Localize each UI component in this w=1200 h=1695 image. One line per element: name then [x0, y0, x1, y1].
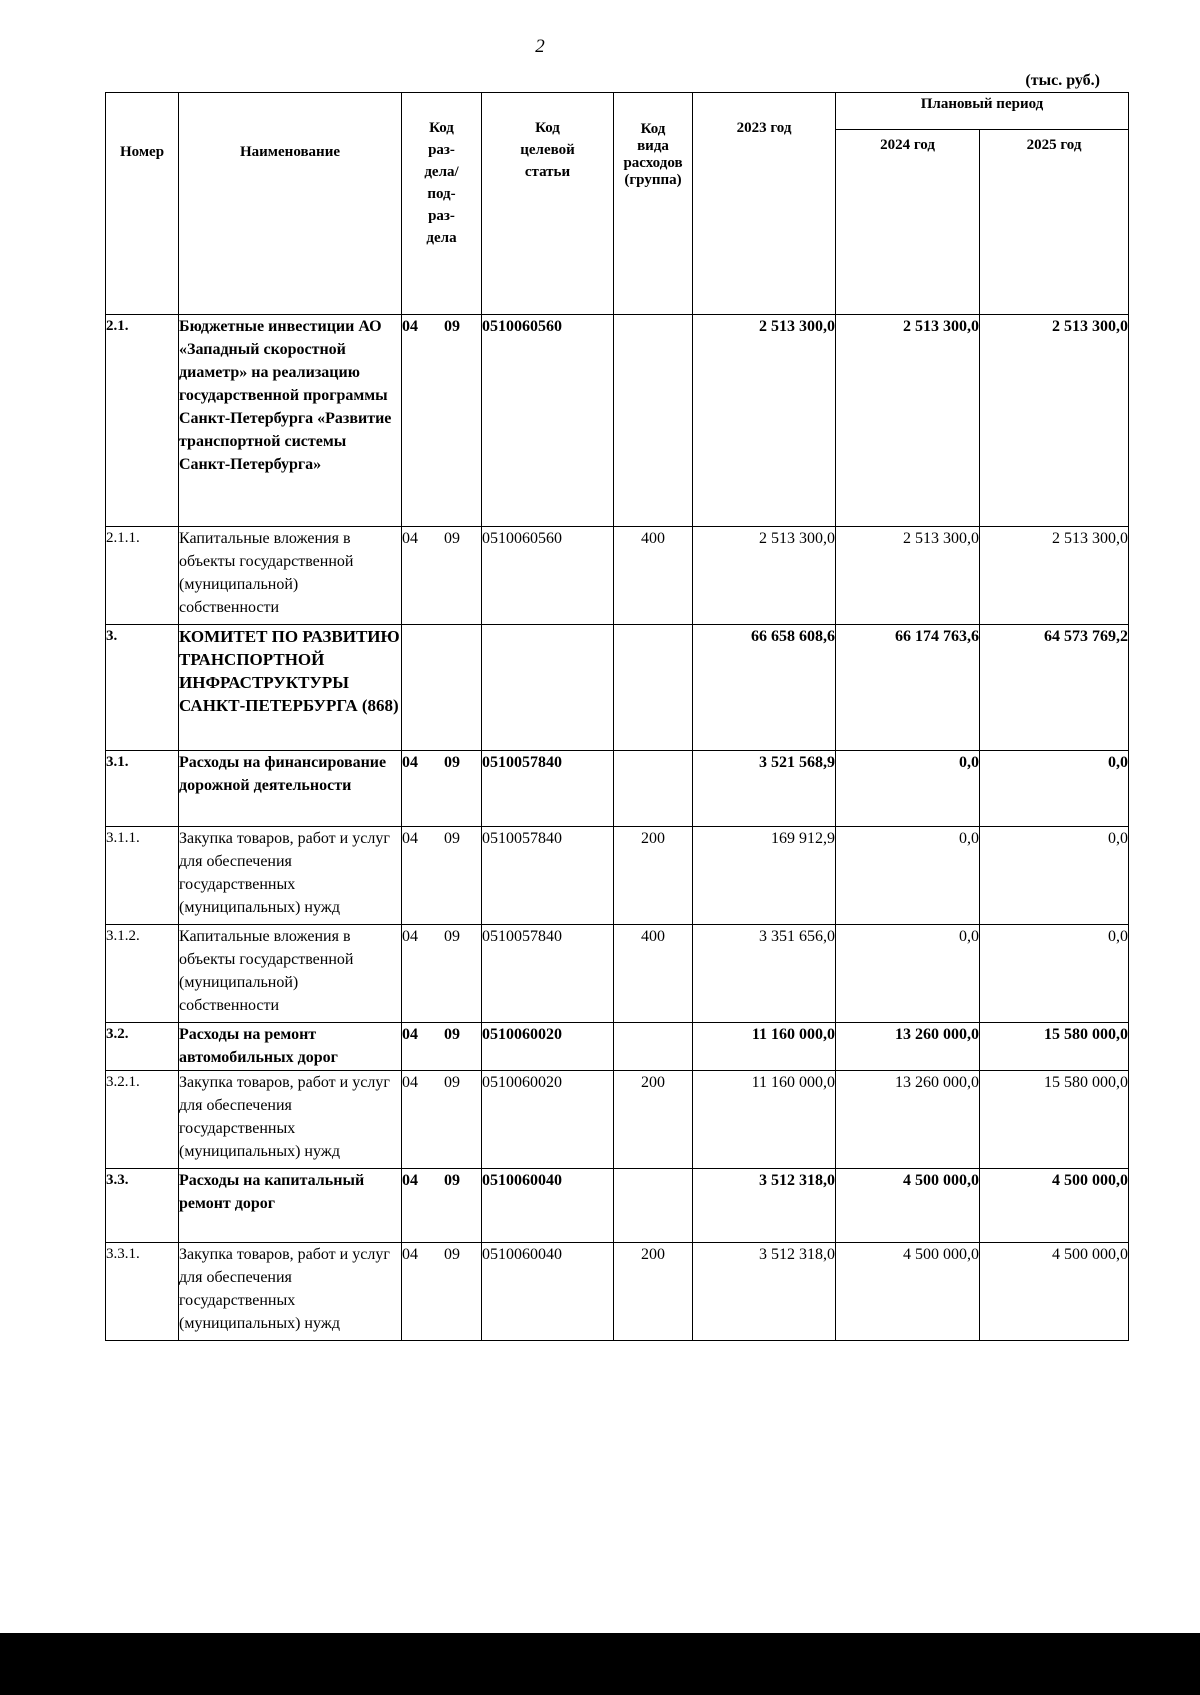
header-number: Номер — [106, 93, 179, 315]
row-amount-2024: 0,0 — [836, 751, 980, 827]
row-section-code — [402, 1169, 482, 1243]
row-subsection: 09 — [444, 830, 460, 847]
table-header — [106, 93, 1129, 315]
row-amount-2025: 2 513 300,0 — [980, 315, 1129, 527]
row-number: 3.2. — [106, 1023, 179, 1071]
row-expense-type: 200 — [614, 1071, 693, 1169]
row-subsection: 09 — [444, 318, 460, 335]
row-amount-2024: 2 513 300,0 — [836, 315, 980, 527]
row-expense-type: 400 — [614, 527, 693, 625]
row-section-code — [402, 925, 482, 1023]
row-amount-2025: 2 513 300,0 — [980, 527, 1129, 625]
row-number: 3. — [106, 625, 179, 751]
row-section: 04 — [402, 754, 418, 771]
row-expense-type — [614, 1169, 693, 1243]
row-name: Капитальные вложения в объекты государственной (муниципальной) собственности — [179, 527, 402, 625]
row-number: 2.1. — [106, 315, 179, 527]
row-amount-2024: 4 500 000,0 — [836, 1243, 980, 1341]
table-row — [106, 527, 1129, 625]
row-subsection: 09 — [444, 1074, 460, 1091]
row-amount-2023: 3 512 318,0 — [693, 1243, 836, 1341]
table-row — [106, 315, 1129, 527]
row-section-code — [402, 751, 482, 827]
row-amount-2023: 11 160 000,0 — [693, 1023, 836, 1071]
header-year-2025: 2025 год — [980, 130, 1129, 315]
row-amount-2024: 4 500 000,0 — [836, 1169, 980, 1243]
row-name: Закупка товаров, работ и услуг для обеспечения государственных (муниципальных) нужд — [179, 1071, 402, 1169]
row-name: Капитальные вложения в объекты государственной (муниципальной) собственности — [179, 925, 402, 1023]
row-name: Расходы на капитальный ремонт дорог — [179, 1169, 402, 1243]
table-row — [106, 1169, 1129, 1243]
row-amount-2025: 4 500 000,0 — [980, 1169, 1129, 1243]
row-subsection: 09 — [444, 1246, 460, 1263]
row-name: Бюджетные инвестиции АО «Западный скоростной диаметр» на реализацию государственной программы Санкт-Петербурга «Развитие транспортной системы Санкт-Петербурга» — [179, 315, 402, 527]
row-target-code: 0510060040 — [482, 1243, 614, 1341]
header-year-2023: 2023 год — [693, 93, 836, 315]
row-number: 3.1. — [106, 751, 179, 827]
row-amount-2025: 15 580 000,0 — [980, 1023, 1129, 1071]
header-expense-type: Код вида расходов (группа) — [614, 93, 693, 315]
table-row — [106, 751, 1129, 827]
row-number: 3.3. — [106, 1169, 179, 1243]
row-section-code — [402, 527, 482, 625]
row-amount-2024: 13 260 000,0 — [836, 1071, 980, 1169]
row-amount-2023: 3 521 568,9 — [693, 751, 836, 827]
row-amount-2024: 2 513 300,0 — [836, 527, 980, 625]
row-target-code: 0510057840 — [482, 827, 614, 925]
row-section: 04 — [402, 1026, 418, 1043]
row-name: Расходы на ремонт автомобильных дорог — [179, 1023, 402, 1071]
row-number: 3.3.1. — [106, 1243, 179, 1341]
header-planning-period: Плановый период — [836, 93, 1129, 130]
row-section-code — [402, 1023, 482, 1071]
row-name: Расходы на финансирование дорожной деятельности — [179, 751, 402, 827]
table-row — [106, 625, 1129, 751]
page-number: 2 — [535, 36, 545, 57]
row-target-code: 0510060020 — [482, 1023, 614, 1071]
row-amount-2023: 66 658 608,6 — [693, 625, 836, 751]
row-name: Закупка товаров, работ и услуг для обеспечения государственных (муниципальных) нужд — [179, 827, 402, 925]
row-amount-2023: 3 351 656,0 — [693, 925, 836, 1023]
row-section-code — [402, 1071, 482, 1169]
table-row — [106, 1071, 1129, 1169]
row-target-code: 0510057840 — [482, 751, 614, 827]
row-subsection: 09 — [444, 754, 460, 771]
row-subsection: 09 — [444, 1026, 460, 1043]
row-target-code: 0510060040 — [482, 1169, 614, 1243]
row-name: КОМИТЕТ ПО РАЗВИТИЮ ТРАНСПОРТНОЙ ИНФРАСТРУКТУРЫ САНКТ-ПЕТЕРБУРГА (868) — [179, 625, 402, 751]
row-section-code — [402, 625, 482, 751]
row-section: 04 — [402, 928, 418, 945]
header-name: Наименование — [179, 93, 402, 315]
row-amount-2024: 0,0 — [836, 925, 980, 1023]
table-row — [106, 925, 1129, 1023]
table-body — [106, 315, 1129, 1341]
row-section: 04 — [402, 318, 418, 335]
row-section: 04 — [402, 830, 418, 847]
row-section-code — [402, 827, 482, 925]
row-amount-2025: 0,0 — [980, 827, 1129, 925]
header-target-code: Код целевой статьи — [482, 93, 614, 315]
row-number: 2.1.1. — [106, 527, 179, 625]
row-amount-2025: 0,0 — [980, 751, 1129, 827]
table-row — [106, 1243, 1129, 1341]
row-amount-2024: 0,0 — [836, 827, 980, 925]
row-section-code — [402, 315, 482, 527]
row-number: 3.2.1. — [106, 1071, 179, 1169]
row-number: 3.1.2. — [106, 925, 179, 1023]
row-amount-2024: 13 260 000,0 — [836, 1023, 980, 1071]
table-row — [106, 1023, 1129, 1071]
row-expense-type: 200 — [614, 827, 693, 925]
row-subsection: 09 — [444, 928, 460, 945]
row-subsection: 09 — [444, 530, 460, 547]
row-target-code: 0510060020 — [482, 1071, 614, 1169]
row-section: 04 — [402, 1074, 418, 1091]
row-expense-type — [614, 315, 693, 527]
row-number: 3.1.1. — [106, 827, 179, 925]
row-expense-type: 400 — [614, 925, 693, 1023]
row-amount-2025: 15 580 000,0 — [980, 1071, 1129, 1169]
table-row — [106, 827, 1129, 925]
row-amount-2023: 2 513 300,0 — [693, 527, 836, 625]
row-target-code: 0510057840 — [482, 925, 614, 1023]
row-target-code: 0510060560 — [482, 527, 614, 625]
header-section-code: Код раз- дела/ под- раз- дела — [402, 93, 482, 315]
row-amount-2025: 0,0 — [980, 925, 1129, 1023]
row-expense-type — [614, 751, 693, 827]
row-amount-2023: 2 513 300,0 — [693, 315, 836, 527]
row-amount-2024: 66 174 763,6 — [836, 625, 980, 751]
row-amount-2025: 64 573 769,2 — [980, 625, 1129, 751]
row-name: Закупка товаров, работ и услуг для обеспечения государственных (муниципальных) нужд — [179, 1243, 402, 1341]
row-expense-type: 200 — [614, 1243, 693, 1341]
row-section-code — [402, 1243, 482, 1341]
row-amount-2023: 169 912,9 — [693, 827, 836, 925]
row-target-code: 0510060560 — [482, 315, 614, 527]
row-expense-type — [614, 1023, 693, 1071]
header-year-2024: 2024 год — [836, 130, 980, 315]
row-expense-type — [614, 625, 693, 751]
row-target-code — [482, 625, 614, 751]
row-section: 04 — [402, 1246, 418, 1263]
units-label: (тыс. руб.) — [1025, 72, 1100, 89]
budget-table — [105, 92, 1129, 1341]
row-subsection: 09 — [444, 1172, 460, 1189]
row-amount-2023: 3 512 318,0 — [693, 1169, 836, 1243]
row-amount-2025: 4 500 000,0 — [980, 1243, 1129, 1341]
row-section: 04 — [402, 530, 418, 547]
row-amount-2023: 11 160 000,0 — [693, 1071, 836, 1169]
row-section: 04 — [402, 1172, 418, 1189]
